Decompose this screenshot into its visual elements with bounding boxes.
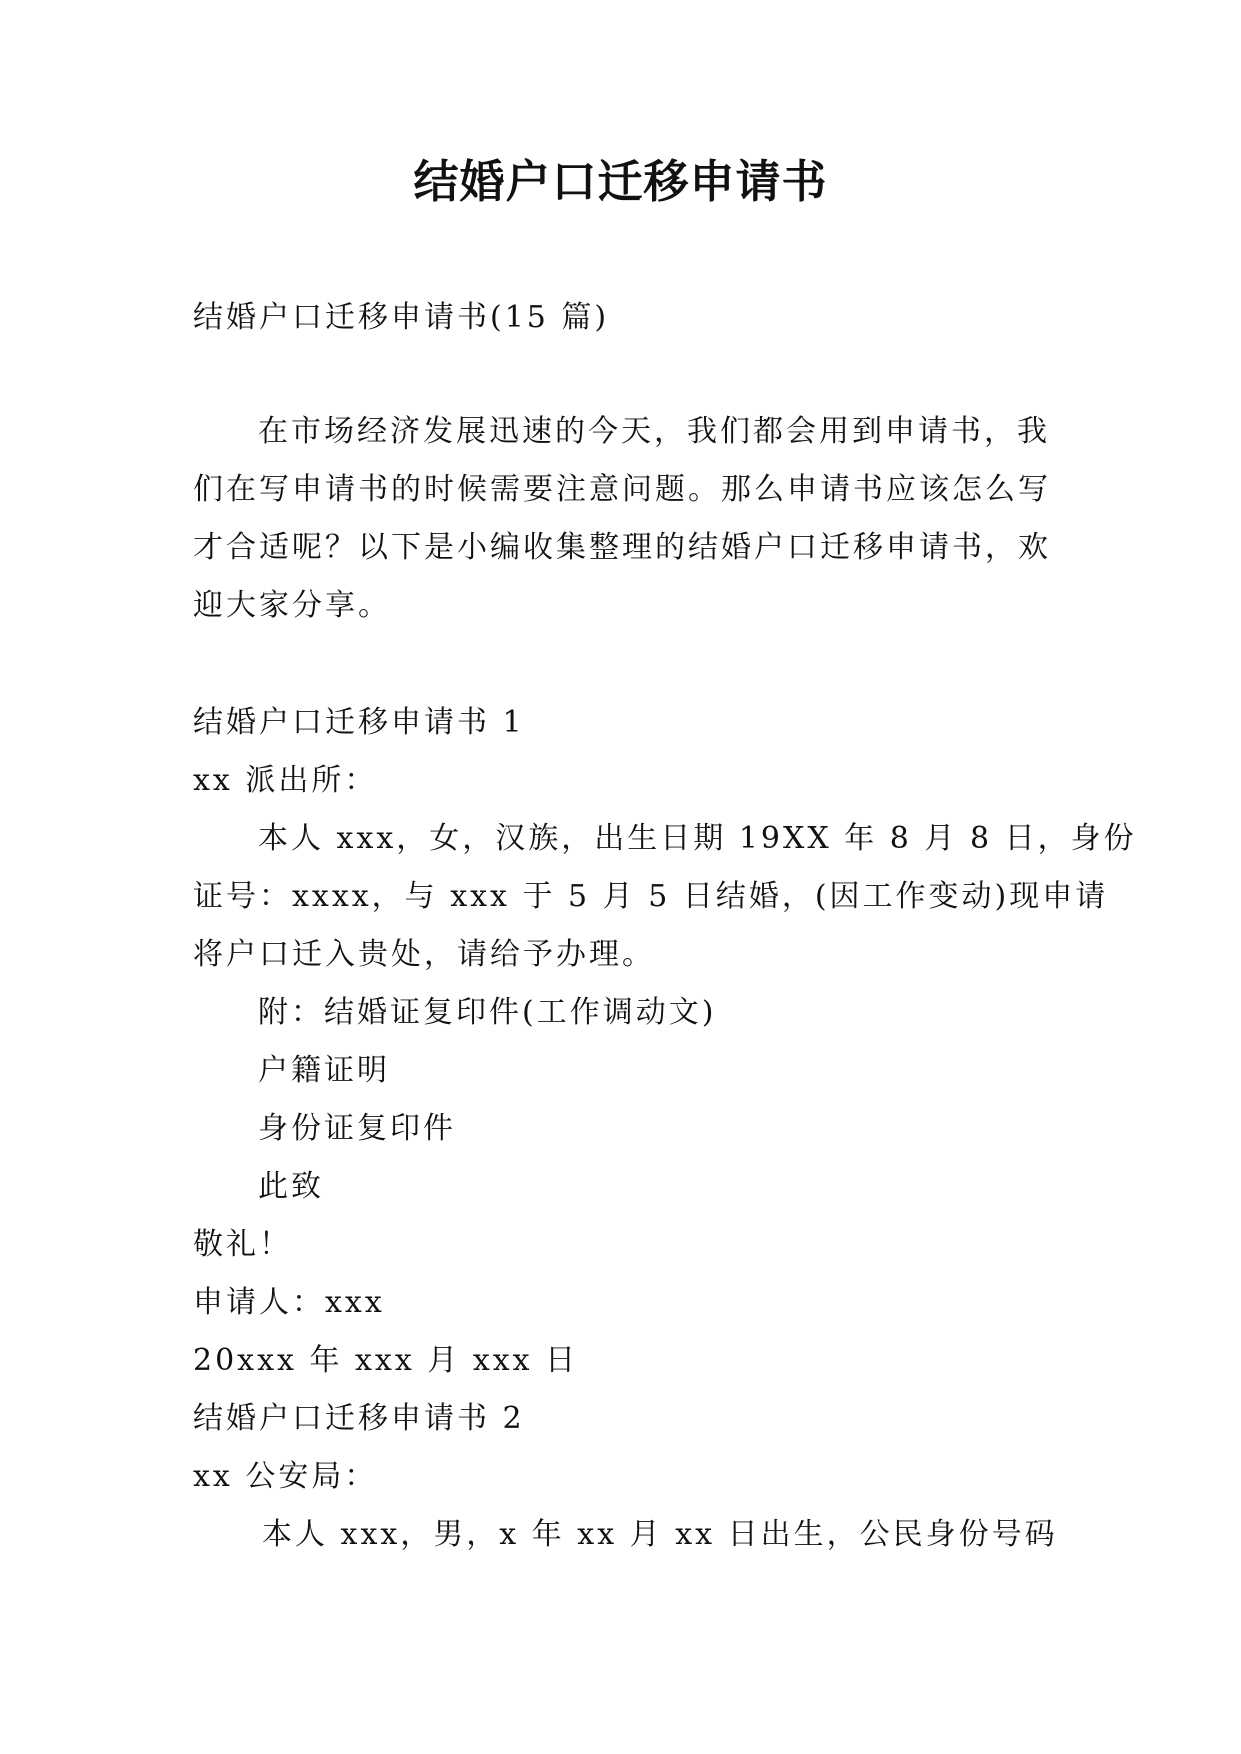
- letter1-closing-2: 敬礼！: [193, 1227, 292, 1262]
- intro-line-1: 在市场经济发展迅速的今天，我们都会用到申请书，我: [258, 414, 1050, 449]
- letter1-heading: 结婚户口迁移申请书 1: [193, 705, 525, 740]
- letter1-applicant: 申请人：xxx: [193, 1285, 385, 1320]
- letter1-addressee: xx 派出所：: [193, 763, 378, 798]
- letter1-date: 20xxx 年 xxx 月 xxx 日: [193, 1343, 579, 1378]
- document-subtitle: 结婚户口迁移申请书(15 篇): [193, 300, 610, 335]
- letter1-body-line-3: 将户口迁入贵处，请给予办理。: [193, 937, 655, 972]
- intro-line-3: 才合适呢？以下是小编收集整理的结婚户口迁移申请书，欢: [193, 530, 1051, 565]
- letter1-closing-1: 此致: [258, 1169, 324, 1204]
- letter1-attachment-3: 身份证复印件: [258, 1111, 456, 1146]
- letter1-attachment-1: 附：结婚证复印件(工作调动文): [258, 995, 717, 1030]
- intro-line-2: 们在写申请书的时候需要注意问题。那么申请书应该怎么写: [193, 472, 1051, 507]
- document-title: 结婚户口迁移申请书: [413, 155, 828, 208]
- letter1-attachment-2: 户籍证明: [258, 1053, 390, 1088]
- letter2-addressee: xx 公安局：: [193, 1459, 378, 1494]
- intro-line-4: 迎大家分享。: [193, 588, 391, 623]
- letter2-heading: 结婚户口迁移申请书 2: [193, 1401, 525, 1436]
- letter1-body-line-2: 证号：xxxx，与 xxx 于 5 月 5 日结婚，(因工作变动)现申请: [193, 879, 1109, 914]
- letter2-body-line-1: 本人 xxx，男，x 年 xx 月 xx 日出生，公民身份号码: [262, 1517, 1058, 1552]
- letter1-body-line-1: 本人 xxx，女，汉族，出生日期 19XX 年 8 月 8 日，身份: [258, 821, 1137, 856]
